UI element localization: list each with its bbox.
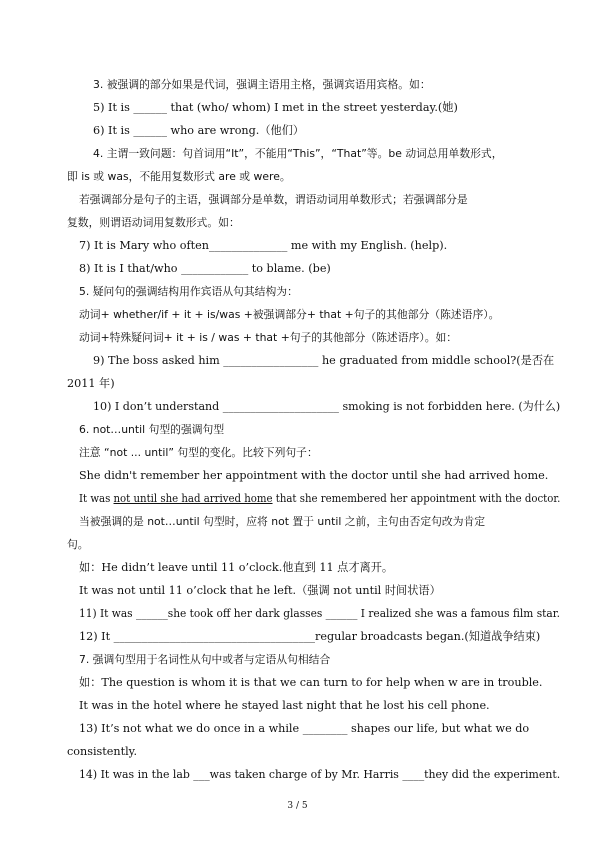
text-line-18 (79, 469, 548, 483)
line-text: 9) The boss asked him _________________ he graduated from middle school?(是否在 (93, 354, 555, 367)
text-line-16 (79, 423, 224, 437)
line-text: 即 is 或 was，不能用复数形式 are 或 were。 (67, 170, 291, 183)
text-line-9 (79, 262, 331, 276)
text-line-25 (79, 630, 540, 644)
text-line-23 (79, 584, 441, 598)
underlined-phrase: not until she had arrived home (113, 492, 273, 505)
line-text: 12) It ____________________________________regular broadcasts began.(知道战争结束) (79, 630, 541, 643)
text-line-6 (79, 193, 468, 207)
line-text: 3. 被强调的部分如果是代词，强调主语用主格，强调宾语用宾格。如： (93, 78, 431, 91)
line-text: consistently. (67, 745, 138, 758)
line-text: It was in the hotel where he stayed last night that he lost his cell phone. (79, 699, 490, 712)
line-text: 7. 强调句型用于名词性从句中或者与定语从句相结合 (79, 653, 331, 666)
line-text: 5) It is ______ that (who/ whom) I met in the street yesterday.(她) (93, 101, 458, 114)
text-line-30 (67, 745, 137, 759)
line-text: 11) It was ______she took off her dark glasses ______ I realized she was a famous film star. (79, 607, 561, 620)
line-text: It was not until 11 o’clock that he left.（强调 not until 时间状语） (79, 584, 441, 597)
text-line-27 (79, 676, 542, 690)
line-text: 动词+特殊疑问词+ it + is / was + that +句子的其他部分（陈述语序）。如： (79, 331, 458, 344)
text-line-15 (93, 400, 560, 414)
text-line-19 (79, 492, 560, 506)
line-text: 如：He didn’t leave until 11 o’clock.他直到 11 点才离开。 (79, 561, 394, 574)
text-line-17 (79, 446, 318, 460)
text-line-4 (93, 147, 503, 161)
line-text: 8) It is I that/who ____________ to blame. (be) (79, 262, 331, 275)
text-line-1 (93, 78, 431, 92)
text-line-26 (79, 653, 330, 667)
page-number: 3 / 5 (287, 801, 308, 811)
text-line-24 (79, 607, 560, 621)
text-line-12 (79, 331, 457, 345)
line-text: that she remembered her appointment with the doctor. (272, 492, 561, 505)
text-line-11 (79, 308, 499, 322)
text-line-14 (67, 377, 115, 391)
text-line-20 (79, 515, 485, 529)
line-text: 当被强调的是 not…until 句型时，应将 not 置于 until 之前，主句由否定句改为肯定 (79, 515, 486, 528)
line-text: 复数，则谓语动词用复数形式。如： (67, 216, 240, 229)
text-line-28 (79, 699, 490, 713)
line-text: 13) It’s not what we do once in a while ________ shapes our life, but what we do (79, 722, 530, 735)
line-text: 句。 (67, 538, 89, 551)
line-text: 若强调部分是句子的主语，强调部分是单数，谓语动词用单数形式；若强调部分是 (79, 193, 468, 206)
line-text: 7) It is Mary who often______________ me with my English. (help). (79, 239, 448, 252)
line-text: 6) It is ______ who are wrong.（他们） (93, 124, 305, 137)
text-line-2 (93, 101, 458, 115)
line-text: 5. 疑问句的强调结构用作宾语从句其结构为： (79, 285, 298, 298)
text-line-5 (67, 170, 291, 184)
text-line-8 (79, 239, 447, 253)
line-text: 6. not…until 句型的强调句型 (79, 423, 225, 436)
text-line-10 (79, 285, 298, 299)
line-text: 2011 年) (67, 377, 115, 390)
text-line-22 (79, 561, 393, 575)
line-text: 动词+ whether/if + it + is/was +被强调部分+ that +句子的其他部分（陈述语序）。 (79, 308, 500, 321)
line-text: 4. 主谓一致问题：句首词用“It”，不能用“This”，“That”等。be 动词总用单数形式， (93, 147, 503, 160)
line-text: 如：The question is whom it is that we can turn to for help when w are in trouble. (79, 676, 543, 689)
line-text: 注意 “not ... until” 句型的变化。比较下列句子： (79, 446, 318, 459)
line-text: 10) I don’t understand _____________________ smoking is not forbidden here. (为什么) (93, 400, 561, 413)
text-line-7 (67, 216, 240, 230)
text-line-31 (79, 768, 560, 782)
line-text: It was (79, 492, 114, 505)
text-line-21 (67, 538, 89, 552)
text-line-13 (93, 354, 554, 368)
text-line-29 (79, 722, 529, 736)
line-text: She didn't remember her appointment with the doctor until she had arrived home. (79, 469, 549, 482)
text-line-3 (93, 124, 304, 138)
line-text: 14) It was in the lab ___was taken charge of by Mr. Harris ____they did the experiment. (79, 768, 561, 781)
